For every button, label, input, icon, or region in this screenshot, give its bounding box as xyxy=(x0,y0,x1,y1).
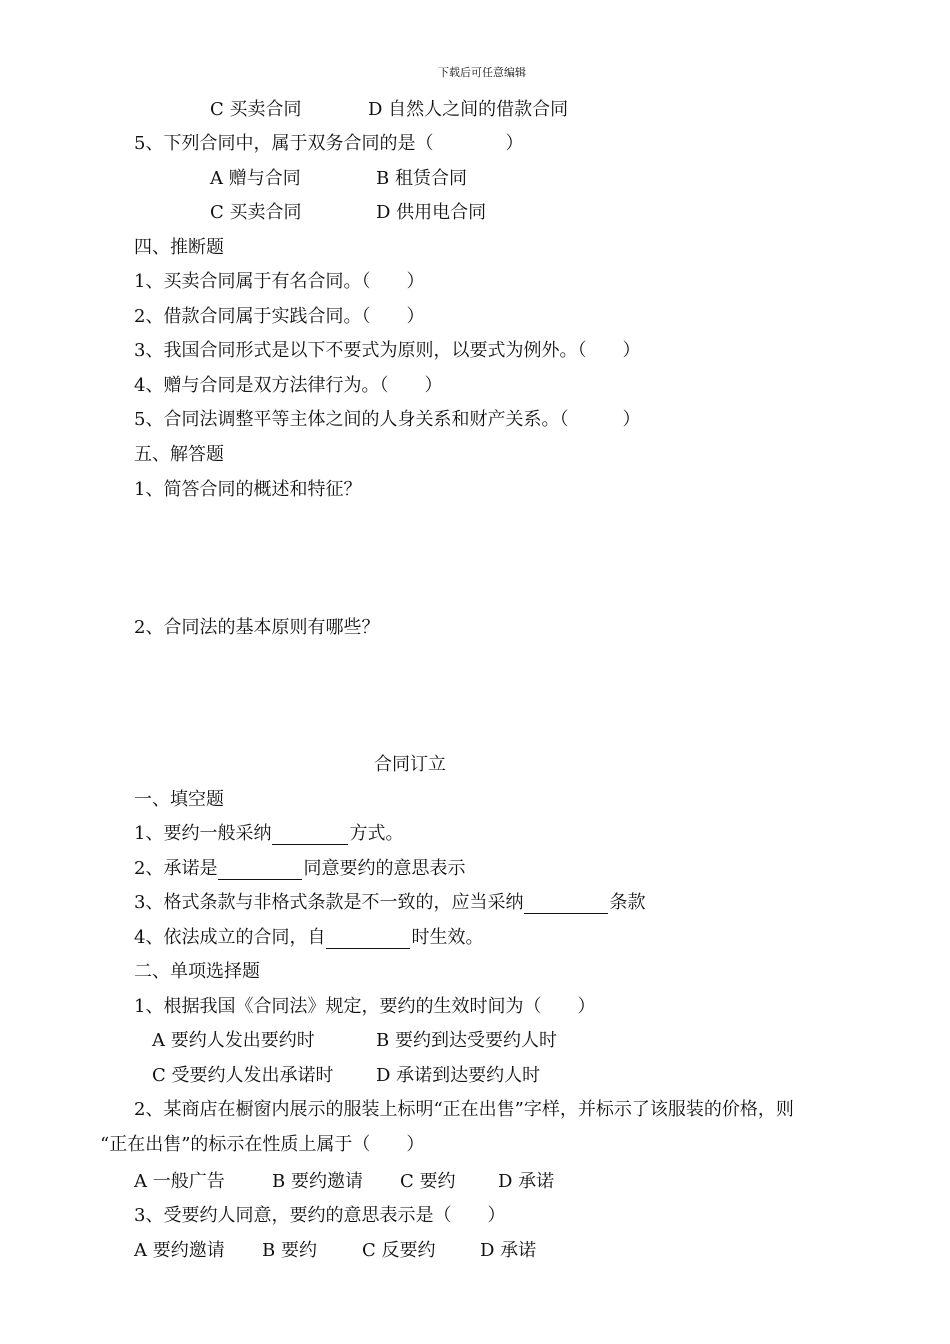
answer-blank xyxy=(272,826,348,845)
q4-option-c: C 买卖合同 xyxy=(210,99,302,120)
fill-item: 4、依法成立的合同，自 时生效。 xyxy=(134,927,484,948)
q3-option-b: B 要约 xyxy=(262,1240,317,1261)
answer-blank xyxy=(326,930,410,949)
choice-question-2-continued: “正在出售”的标示在性质上属于（ ） xyxy=(100,1134,425,1155)
choice-question-1: 1、根据我国《合同法》规定，要约的生效时间为（ ） xyxy=(134,996,596,1017)
fill-item: 3、格式条款与非格式条款是不一致的，应当采纳 条款 xyxy=(134,892,646,913)
judgment-item: 3、我国合同形式是以下不要式为原则，以要式为例外。（ ） xyxy=(134,340,641,361)
part1-title: 一、填空题 xyxy=(134,789,224,810)
q4-option-d: D 自然人之间的借款合同 xyxy=(368,99,569,120)
q1-option-d: D 承诺到达要约人时 xyxy=(376,1065,541,1086)
part4-title: 四、推断题 xyxy=(134,237,224,258)
q5-option-c: C 买卖合同 xyxy=(210,202,302,223)
judgment-item: 5、合同法调整平等主体之间的人身关系和财产关系。（ ） xyxy=(134,409,641,430)
choice-question-2: 2、某商店在橱窗内展示的服装上标明“正在出售”字样，并标示了该服装的价格，则 xyxy=(134,1099,794,1120)
answer-question: 2、合同法的基本原则有哪些？ xyxy=(134,617,380,638)
judgment-item: 4、赠与合同是双方法律行为。（ ） xyxy=(134,375,443,396)
q2-option-c: C 要约 xyxy=(400,1171,456,1192)
page-header: 下载后可任意编辑 xyxy=(438,66,526,79)
q3-option-a: A 要约邀请 xyxy=(134,1240,225,1261)
q5-option-b: B 租赁合同 xyxy=(376,168,467,189)
q2-option-b: B 要约邀请 xyxy=(272,1171,363,1192)
q1-option-c: C 受要约人发出承诺时 xyxy=(152,1065,334,1086)
part5-title: 五、解答题 xyxy=(134,444,224,465)
q5-option-a: A 赠与合同 xyxy=(210,168,301,189)
q1-option-a: A 要约人发出要约时 xyxy=(152,1030,315,1051)
fill-item: 2、承诺是 同意要约的意思表示 xyxy=(134,858,466,879)
judgment-item: 1、买卖合同属于有名合同。（ ） xyxy=(134,271,425,292)
q2-option-a: A 一般广告 xyxy=(134,1171,225,1192)
answer-blank xyxy=(218,861,302,880)
q3-option-d: D 承诺 xyxy=(480,1240,537,1261)
q2-option-d: D 承诺 xyxy=(498,1171,555,1192)
q1-option-b: B 要约到达受要约人时 xyxy=(376,1030,557,1051)
q3-option-c: C 反要约 xyxy=(362,1240,436,1261)
choice-question-3: 3、受要约人同意，要约的意思表示是（ ） xyxy=(134,1205,506,1226)
part2-title: 二、单项选择题 xyxy=(134,961,260,982)
judgment-item: 2、借款合同属于实践合同。（ ） xyxy=(134,306,425,327)
fill-item: 1、要约一般采纳 方式。 xyxy=(134,823,404,844)
answer-question: 1、简答合同的概述和特征？ xyxy=(134,479,362,500)
section-title: 合同订立 xyxy=(374,754,446,775)
answer-blank xyxy=(524,895,608,914)
question-5: 5、下列合同中，属于双务合同的是（ ） xyxy=(134,133,524,154)
q5-option-d: D 供用电合同 xyxy=(376,202,487,223)
